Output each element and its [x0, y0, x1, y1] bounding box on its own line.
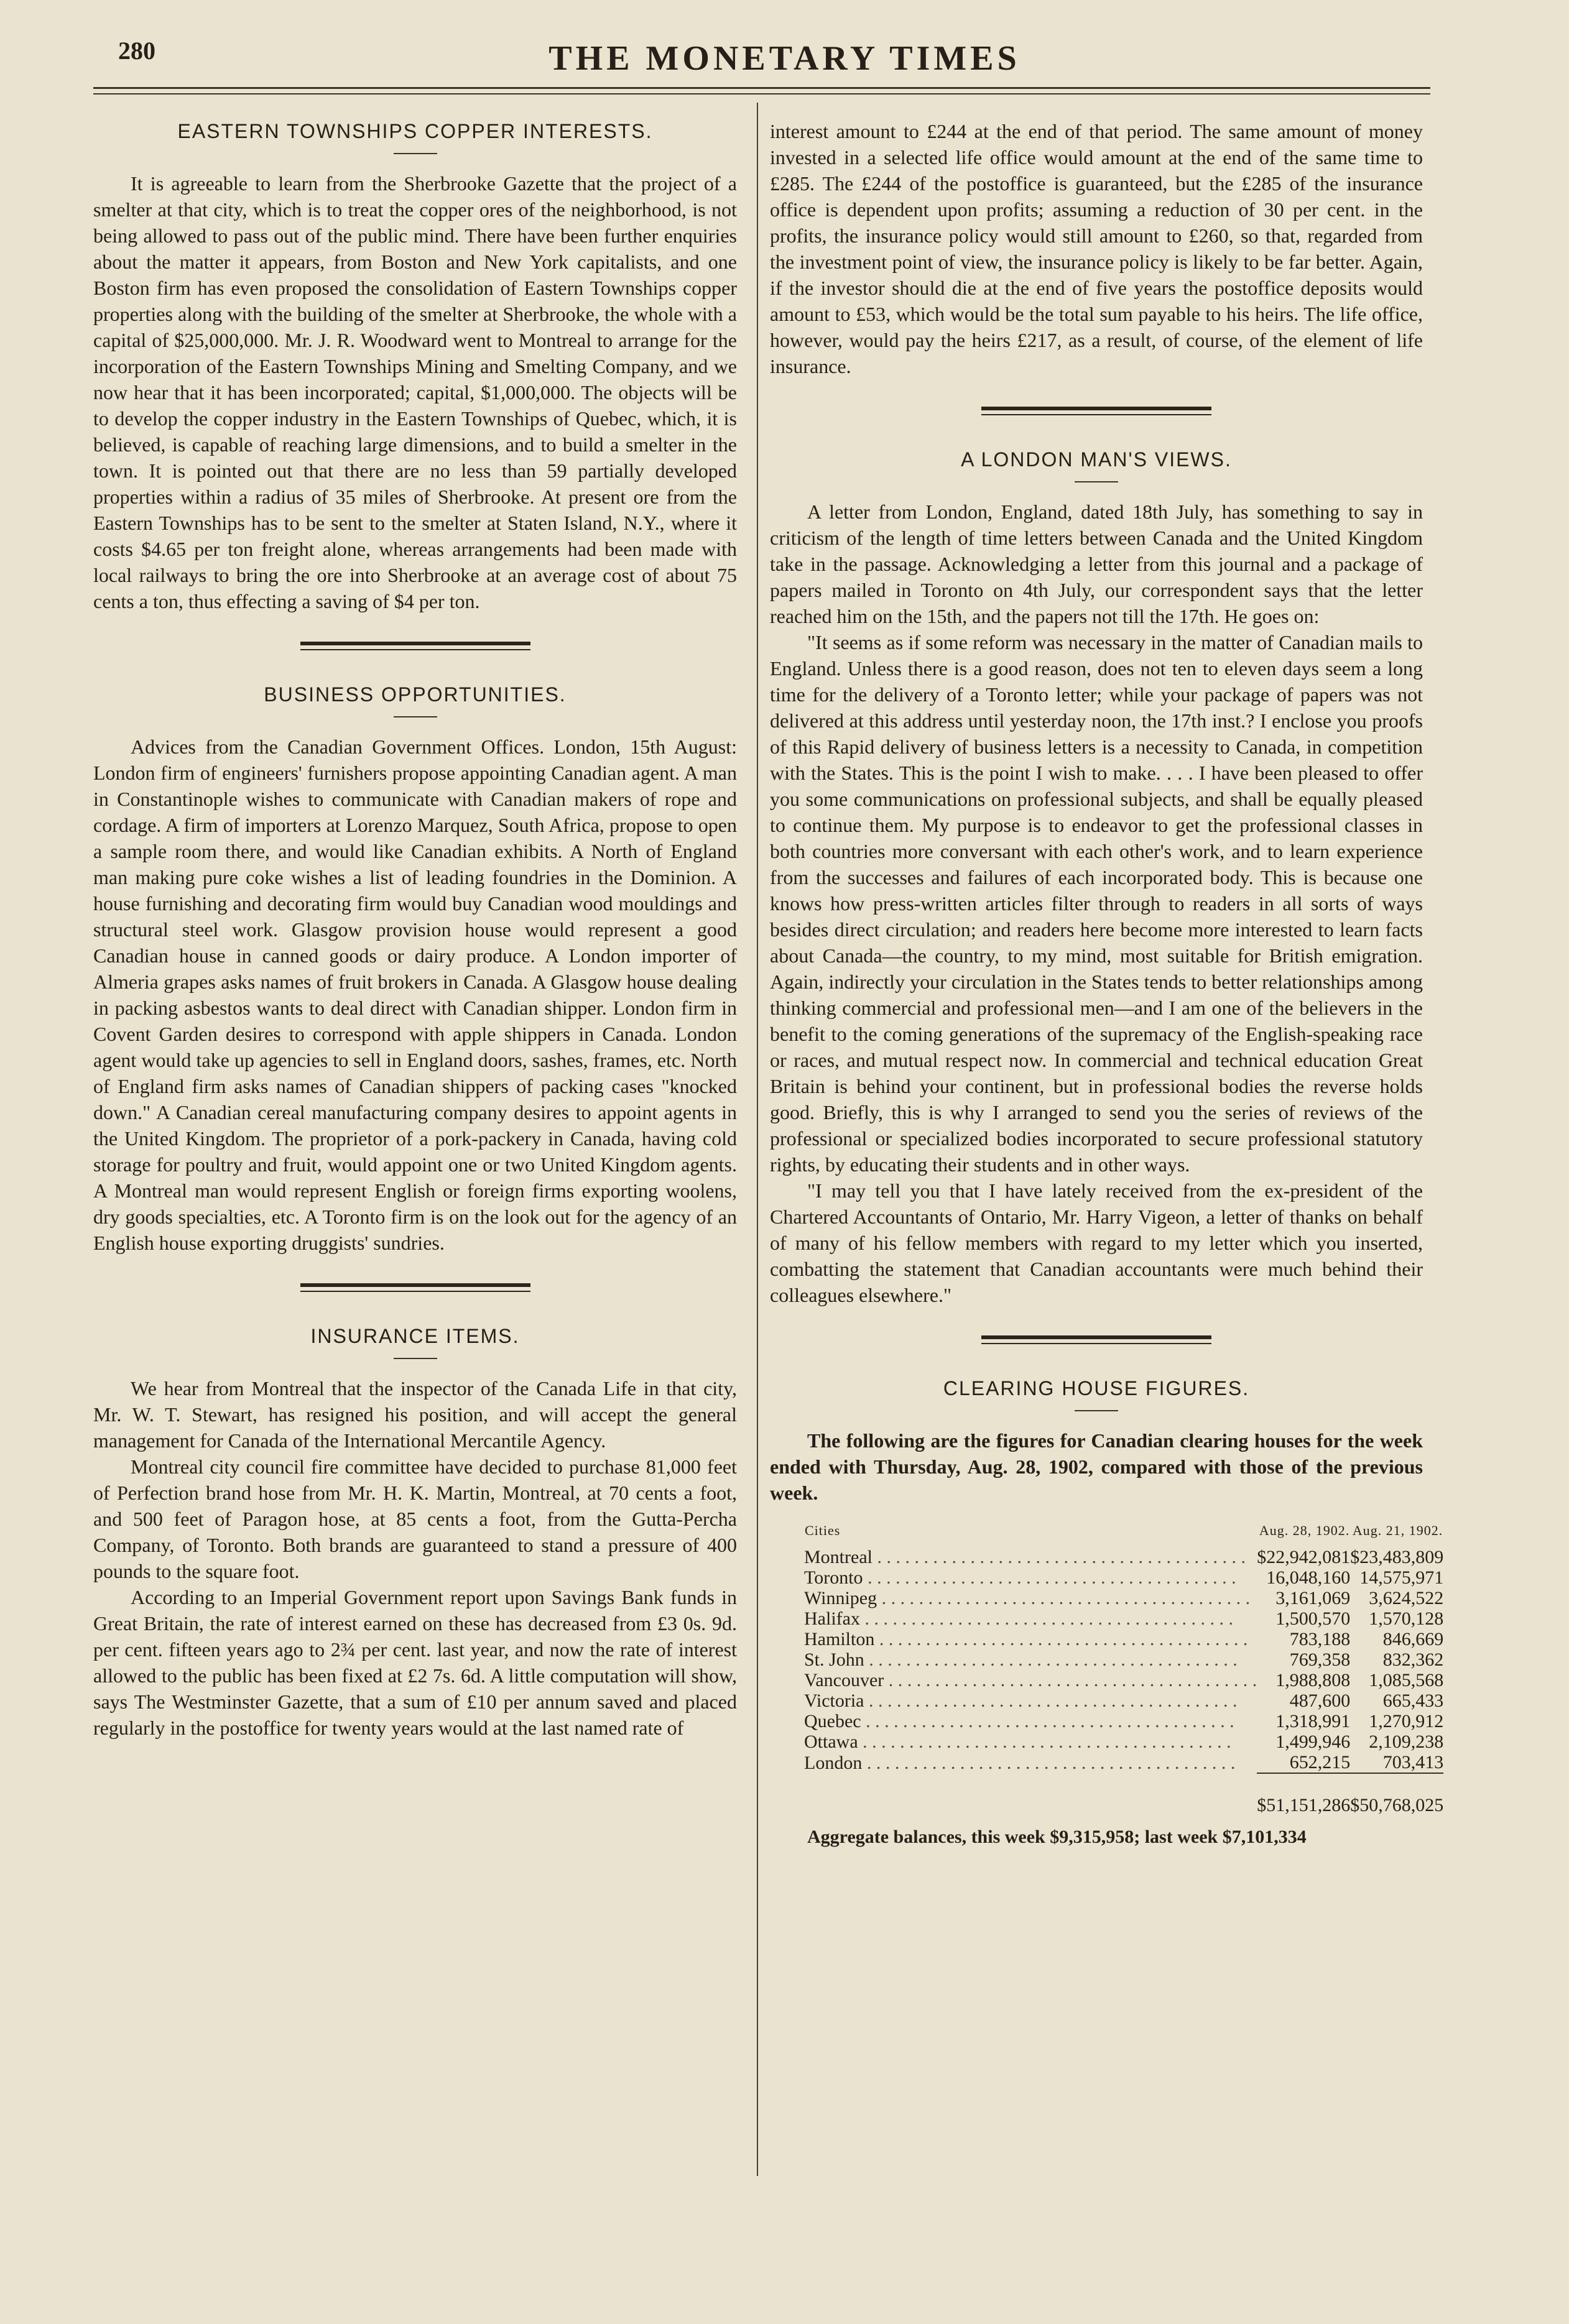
city-name: Toronto	[804, 1567, 863, 1588]
left-column	[93, 112, 737, 1741]
table-row	[804, 1547, 1443, 1567]
article-paragraph: According to an Imperial Government report upon Savings Bank funds in Great Britain, the rate of interest earned on these has decreased from £3 0s. 9d. per cent. fifteen years ago to 2¾ per cent. last year, and now the rate of interest allowed to the public has been fixed at £2 7s. 6d. A little computation will show, says The Westminster Gazette, that a sum of £10 per annum saved and placed regularly in the postoffice for twenty years would at the last named rate of	[93, 1586, 737, 1739]
table-row	[804, 1649, 1443, 1670]
article-title: INSURANCE ITEMS.	[310, 1325, 520, 1347]
column-header-week-previous: Aug. 21, 1902.	[1352, 1523, 1443, 1538]
column-header-week-current: Aug. 28, 1902.	[1259, 1523, 1350, 1538]
title-rule	[394, 1358, 437, 1359]
previous-week-cell: 832,362	[1382, 1649, 1444, 1670]
city-cell	[804, 1629, 1257, 1649]
total-label-cell	[804, 1773, 1257, 1815]
total-previous-cell: $50,768,025	[1350, 1773, 1443, 1815]
section-separator	[300, 642, 530, 654]
article-title: EASTERN TOWNSHIPS COPPER INTERESTS.	[177, 120, 653, 142]
article-business-opportunities	[93, 681, 737, 1256]
article-insurance-items	[93, 1323, 737, 1741]
city-cell	[804, 1690, 1257, 1711]
section-separator	[300, 1283, 530, 1296]
current-week-cell: 769,358	[1289, 1649, 1351, 1670]
clearing-table	[804, 1519, 1443, 1815]
table-row	[804, 1731, 1443, 1752]
city-cell	[804, 1649, 1257, 1670]
city-name: Montreal	[804, 1547, 872, 1567]
table-row	[804, 1752, 1443, 1773]
leader-dots: . . . . . . . . . . . . . . . . . . . . . . . . . . . . . . . . . . . . . . . .	[872, 1547, 1246, 1567]
article-paragraph: We hear from Montreal that the inspector of the Canada Life in that city, Mr. W. T. Stewart, has resigned his position, and will accept the general management for Canada of the International Mercantile Agency.	[93, 1377, 737, 1452]
previous-week-cell: $23,483,809	[1350, 1547, 1444, 1567]
current-week-cell: 783,188	[1289, 1629, 1351, 1649]
city-cell	[804, 1608, 1257, 1629]
previous-week-cell: 14,575,971	[1359, 1567, 1444, 1588]
previous-week-cell: 1,270,912	[1369, 1711, 1444, 1731]
table-header-row	[804, 1519, 1443, 1547]
city-cell	[804, 1567, 1257, 1588]
city-name: London	[804, 1752, 863, 1773]
article-paragraph: "It seems as if some reform was necessary in the matter of Canadian mails to England. Unless there is a good reason, does not ten to eleven days seem a long time for the delivery of a Toronto letter; while your package of papers was not delivered at this address until yesterday noon, the 17th inst.? I enclose you proofs of this Rapid delivery of business letters is a necessity to Canada, in competition with the States. This is the point I wish to make. . . . I have been pleased to offer you some communications on professional subjects, and shall be equally pleased to continue them. My purpose is to endeavor to get the professional classes in both countries more conversant with each other's work, and to learn experience from the successes and failures of each incorporated body. This is because one knows how press-written articles filter through to readers in all sorts of ways besides direct circulation; and readers here become more interested to learn facts about Canada—the country, to my mind, most suitable for British emigration. Again, indirectly your circulation in the States tends to better relationships among thinking commercial and professional men—and I am one of the believers in the benefit to the coming generations of the supremacy of the English-speaking race or races, and mutual respect now. In commercial and technical education Great Britain is behind your continent, but in professional bodies the reverse holds good. Briefly, this is why I arranged to send you the series of reviews of the professional or specialized bodies incorporated to secure professional statutory rights, by educating their students and in other ways.	[770, 631, 1423, 1176]
article-paragraph: "I may tell you that I have lately received from the ex-president of the Chartered Accountants of Ontario, Mr. Harry Vigeon, a letter of thanks on behalf of many of his fellow members with regard to my letter which you inserted, combatting the statement that Canadian accountants were much behind their colleagues elsewhere."	[770, 1179, 1423, 1306]
city-cell	[804, 1711, 1257, 1731]
article-title: BUSINESS OPPORTUNITIES.	[264, 683, 567, 706]
city-name: Quebec	[804, 1711, 861, 1731]
article-london-views	[770, 446, 1423, 1308]
table-row	[804, 1608, 1443, 1629]
table-row	[804, 1629, 1443, 1649]
article-paragraph: Montreal city council fire committee have decided to purchase 81,000 feet of Perfection brand hose from Mr. H. K. Martin, Montreal, at 70 cents a foot, and 500 feet of Paragon hose, at 85 cents a foot, from the Gutta-Percha Company, of Toronto. Both brands are guaranteed to stand a pressure of 400 pounds to the square foot.	[93, 1455, 737, 1582]
current-week-cell: 487,600	[1289, 1690, 1351, 1711]
title-rule	[1075, 1410, 1118, 1411]
previous-week-cell: 665,433	[1382, 1690, 1444, 1711]
current-week-cell: 1,500,570	[1275, 1608, 1351, 1629]
masthead-rule-top	[93, 87, 1430, 89]
current-week-cell: 1,318,991	[1275, 1711, 1351, 1731]
previous-week-cell: 1,570,128	[1369, 1608, 1444, 1629]
leader-dots: . . . . . . . . . . . . . . . . . . . . . . . . . . . . . . . . . . . . . . . .	[859, 1608, 1233, 1629]
leader-dots: . . . . . . . . . . . . . . . . . . . . . . . . . . . . . . . . . . . . . . . .	[864, 1649, 1238, 1670]
table-row	[804, 1588, 1443, 1608]
city-name: St. John	[804, 1649, 864, 1670]
city-name: Winnipeg	[804, 1588, 877, 1608]
city-cell	[804, 1547, 1257, 1567]
current-week-cell: 1,988,808	[1275, 1670, 1351, 1690]
table-row	[804, 1711, 1443, 1731]
masthead-rule-bottom	[93, 93, 1430, 95]
city-name: Halifax	[804, 1608, 860, 1629]
leader-dots: . . . . . . . . . . . . . . . . . . . . . . . . . . . . . . . . . . . . . . . .	[858, 1731, 1231, 1752]
previous-week-cell: 846,669	[1382, 1629, 1444, 1649]
current-week-cell: $22,942,081	[1257, 1547, 1351, 1567]
table-total-row	[804, 1773, 1443, 1815]
leader-dots: . . . . . . . . . . . . . . . . . . . . . . . . . . . . . . . . . . . . . . . .	[874, 1629, 1248, 1649]
article-title: CLEARING HOUSE FIGURES.	[943, 1377, 1250, 1399]
title-rule	[1075, 481, 1118, 482]
leader-dots: . . . . . . . . . . . . . . . . . . . . . . . . . . . . . . . . . . . . . . . .	[884, 1670, 1257, 1690]
column-header-cities: Cities	[805, 1523, 841, 1538]
table-row	[804, 1690, 1443, 1711]
clearing-intro: The following are the figures for Canadian clearing houses for the week ended with Thursday, Aug. 28, 1902, compared with those of the previous week.	[770, 1429, 1423, 1504]
leader-dots: . . . . . . . . . . . . . . . . . . . . . . . . . . . . . . . . . . . . . . . .	[877, 1588, 1251, 1608]
leader-dots: . . . . . . . . . . . . . . . . . . . . . . . . . . . . . . . . . . . . . . . .	[863, 1567, 1236, 1588]
article-paragraph: It is agreeable to learn from the Sherbrooke Gazette that the project of a smelter at that city, which is to treat the copper ores of the neighborhood, is not being allowed to pass out of the public mind. There have been further enquiries about the matter it appears, from Boston and New York capitalists, and one Boston firm has even proposed the consolidation of Eastern Townships copper properties along with the building of the smelter at Sherbrooke, the whole with a capital of $25,000,000. Mr. J. R. Woodward went to Montreal to arrange for the incorporation of the Eastern Townships Mining and Smelting Company, and we now hear that it has been incorporated; capital, $1,000,000. The objects will be to develop the copper industry in the Eastern Townships of Quebec, which, it is believed, is capable of reaching large dimensions, and to build a smelter in the town. It is pointed out that there are no less than 59 partially developed properties within a radius of 35 miles of Sherbrooke. At present ore from the Eastern Townships has to be sent to the smelter at Staten Island, N.Y., where it costs $4.65 per ton freight alone, whereas arrangements had been made with local railways to bring the ore into Sherbrooke at an average cost of about 75 cents a ton, thus effecting a saving of $4 per ton.	[93, 172, 737, 612]
article-paragraph: A letter from London, England, dated 18th July, has something to say in criticism of the length of time letters between Canada and the United Kingdom take in the passage. Acknowledging a letter from this journal and a package of papers mailed in Toronto on 4th July, our correspondent says that the letter reached him on the 15th, and the papers not till the 17th. He goes on:	[770, 500, 1423, 627]
page-number: 280	[118, 37, 155, 65]
city-name: Vancouver	[804, 1670, 884, 1690]
current-week-cell: 16,048,160	[1266, 1567, 1351, 1588]
current-week-cell: 1,499,946	[1275, 1731, 1351, 1752]
masthead: THE MONETARY TIMES	[548, 39, 1021, 78]
right-column	[770, 118, 1444, 1850]
current-week-cell: 652,215	[1289, 1752, 1351, 1773]
leader-dots: . . . . . . . . . . . . . . . . . . . . . . . . . . . . . . . . . . . . . . . .	[861, 1711, 1234, 1731]
total-current-cell: $51,151,286	[1257, 1773, 1350, 1815]
article-paragraph: Advices from the Canadian Government Offices. London, 15th August: London firm of engineers' furnishers propose appointing Canadian agent. A man in Constantinople wishes to communicate with Canadian makers of rope and cordage. A firm of importers at Lorenzo Marquez, South Africa, propose to open a sample room there, and would like Canadian exhibits. A North of England man making pure coke wishes a list of leading foundries in the Dominion. A house furnishing and decorating firm would buy Canadian wood mouldings and structural steel work. Glasgow provision house would represent a good Canadian house in canned goods or dairy produce. A London importer of Almeria grapes asks names of fruit brokers in Canada. A Glasgow house dealing in packing asbestos wants to deal direct with Canadian shipper. London firm in Covent Garden desires to correspond with apple shippers in Canada. London agent would take up agencies to sell in England doors, sashes, frames, etc. North of England firm asks names of Canadian shippers of packing cases "knocked down." A Canadian cereal manufacturing company desires to appoint agents in the United Kingdom. The proprietor of a pork-packery in Canada, having cold storage for poultry and fruit, would appoint one or two United Kingdom agents. A Montreal man would represent English or foreign firms exporting woolens, dry goods specialties, etc. A Toronto firm is on the look out for the agency of an English house exporting druggists' sundries.	[93, 735, 737, 1254]
current-week-cell: 3,161,069	[1275, 1588, 1351, 1608]
table-row	[804, 1670, 1443, 1690]
city-name: Hamilton	[804, 1629, 875, 1649]
column-divider	[757, 103, 758, 2176]
leader-dots: . . . . . . . . . . . . . . . . . . . . . . . . . . . . . . . . . . . . . . . .	[864, 1690, 1238, 1711]
previous-week-cell: 1,085,568	[1369, 1670, 1444, 1690]
previous-week-cell: 2,109,238	[1369, 1731, 1444, 1752]
article-continued-paragraph: interest amount to £244 at the end of that period. The same amount of money invested in a selected life office would amount at the end of the same time to £285. The £244 of the postoffice is guaranteed, but the £285 of the insurance office is dependent upon profits; assuming a reduction of 30 per cent. in the profits, the insurance policy would still amount to £260, so that, regarded from the investment point of view, the insurance policy is likely to be far better. Again, if the investor should die at the end of five years the postoffice deposits would amount to £53, which would be the total sum payable to his heirs. The life office, however, would pay the heirs £217, as a result, of course, of the element of life insurance.	[770, 120, 1423, 377]
clearing-table-body	[804, 1547, 1443, 1773]
leader-dots: . . . . . . . . . . . . . . . . . . . . . . . . . . . . . . . . . . . . . . . .	[862, 1752, 1236, 1773]
title-rule	[394, 716, 437, 717]
city-cell	[804, 1752, 1257, 1773]
section-separator	[981, 1335, 1211, 1348]
city-name: Victoria	[804, 1690, 864, 1711]
city-name: Ottawa	[804, 1731, 858, 1752]
city-cell	[804, 1588, 1257, 1608]
previous-week-cell: 3,624,522	[1369, 1588, 1444, 1608]
article-title: A LONDON MAN'S VIEWS.	[961, 448, 1232, 471]
table-row	[804, 1567, 1443, 1588]
article-eastern-townships	[93, 118, 737, 614]
city-cell	[804, 1731, 1257, 1752]
aggregate-balances: Aggregate balances, this week $9,315,958; last week $7,101,334	[807, 1827, 1307, 1847]
city-cell	[804, 1670, 1257, 1690]
previous-week-cell: 703,413	[1382, 1752, 1444, 1773]
title-rule	[394, 153, 437, 154]
article-clearing-house	[770, 1375, 1444, 1850]
section-separator	[981, 407, 1211, 419]
